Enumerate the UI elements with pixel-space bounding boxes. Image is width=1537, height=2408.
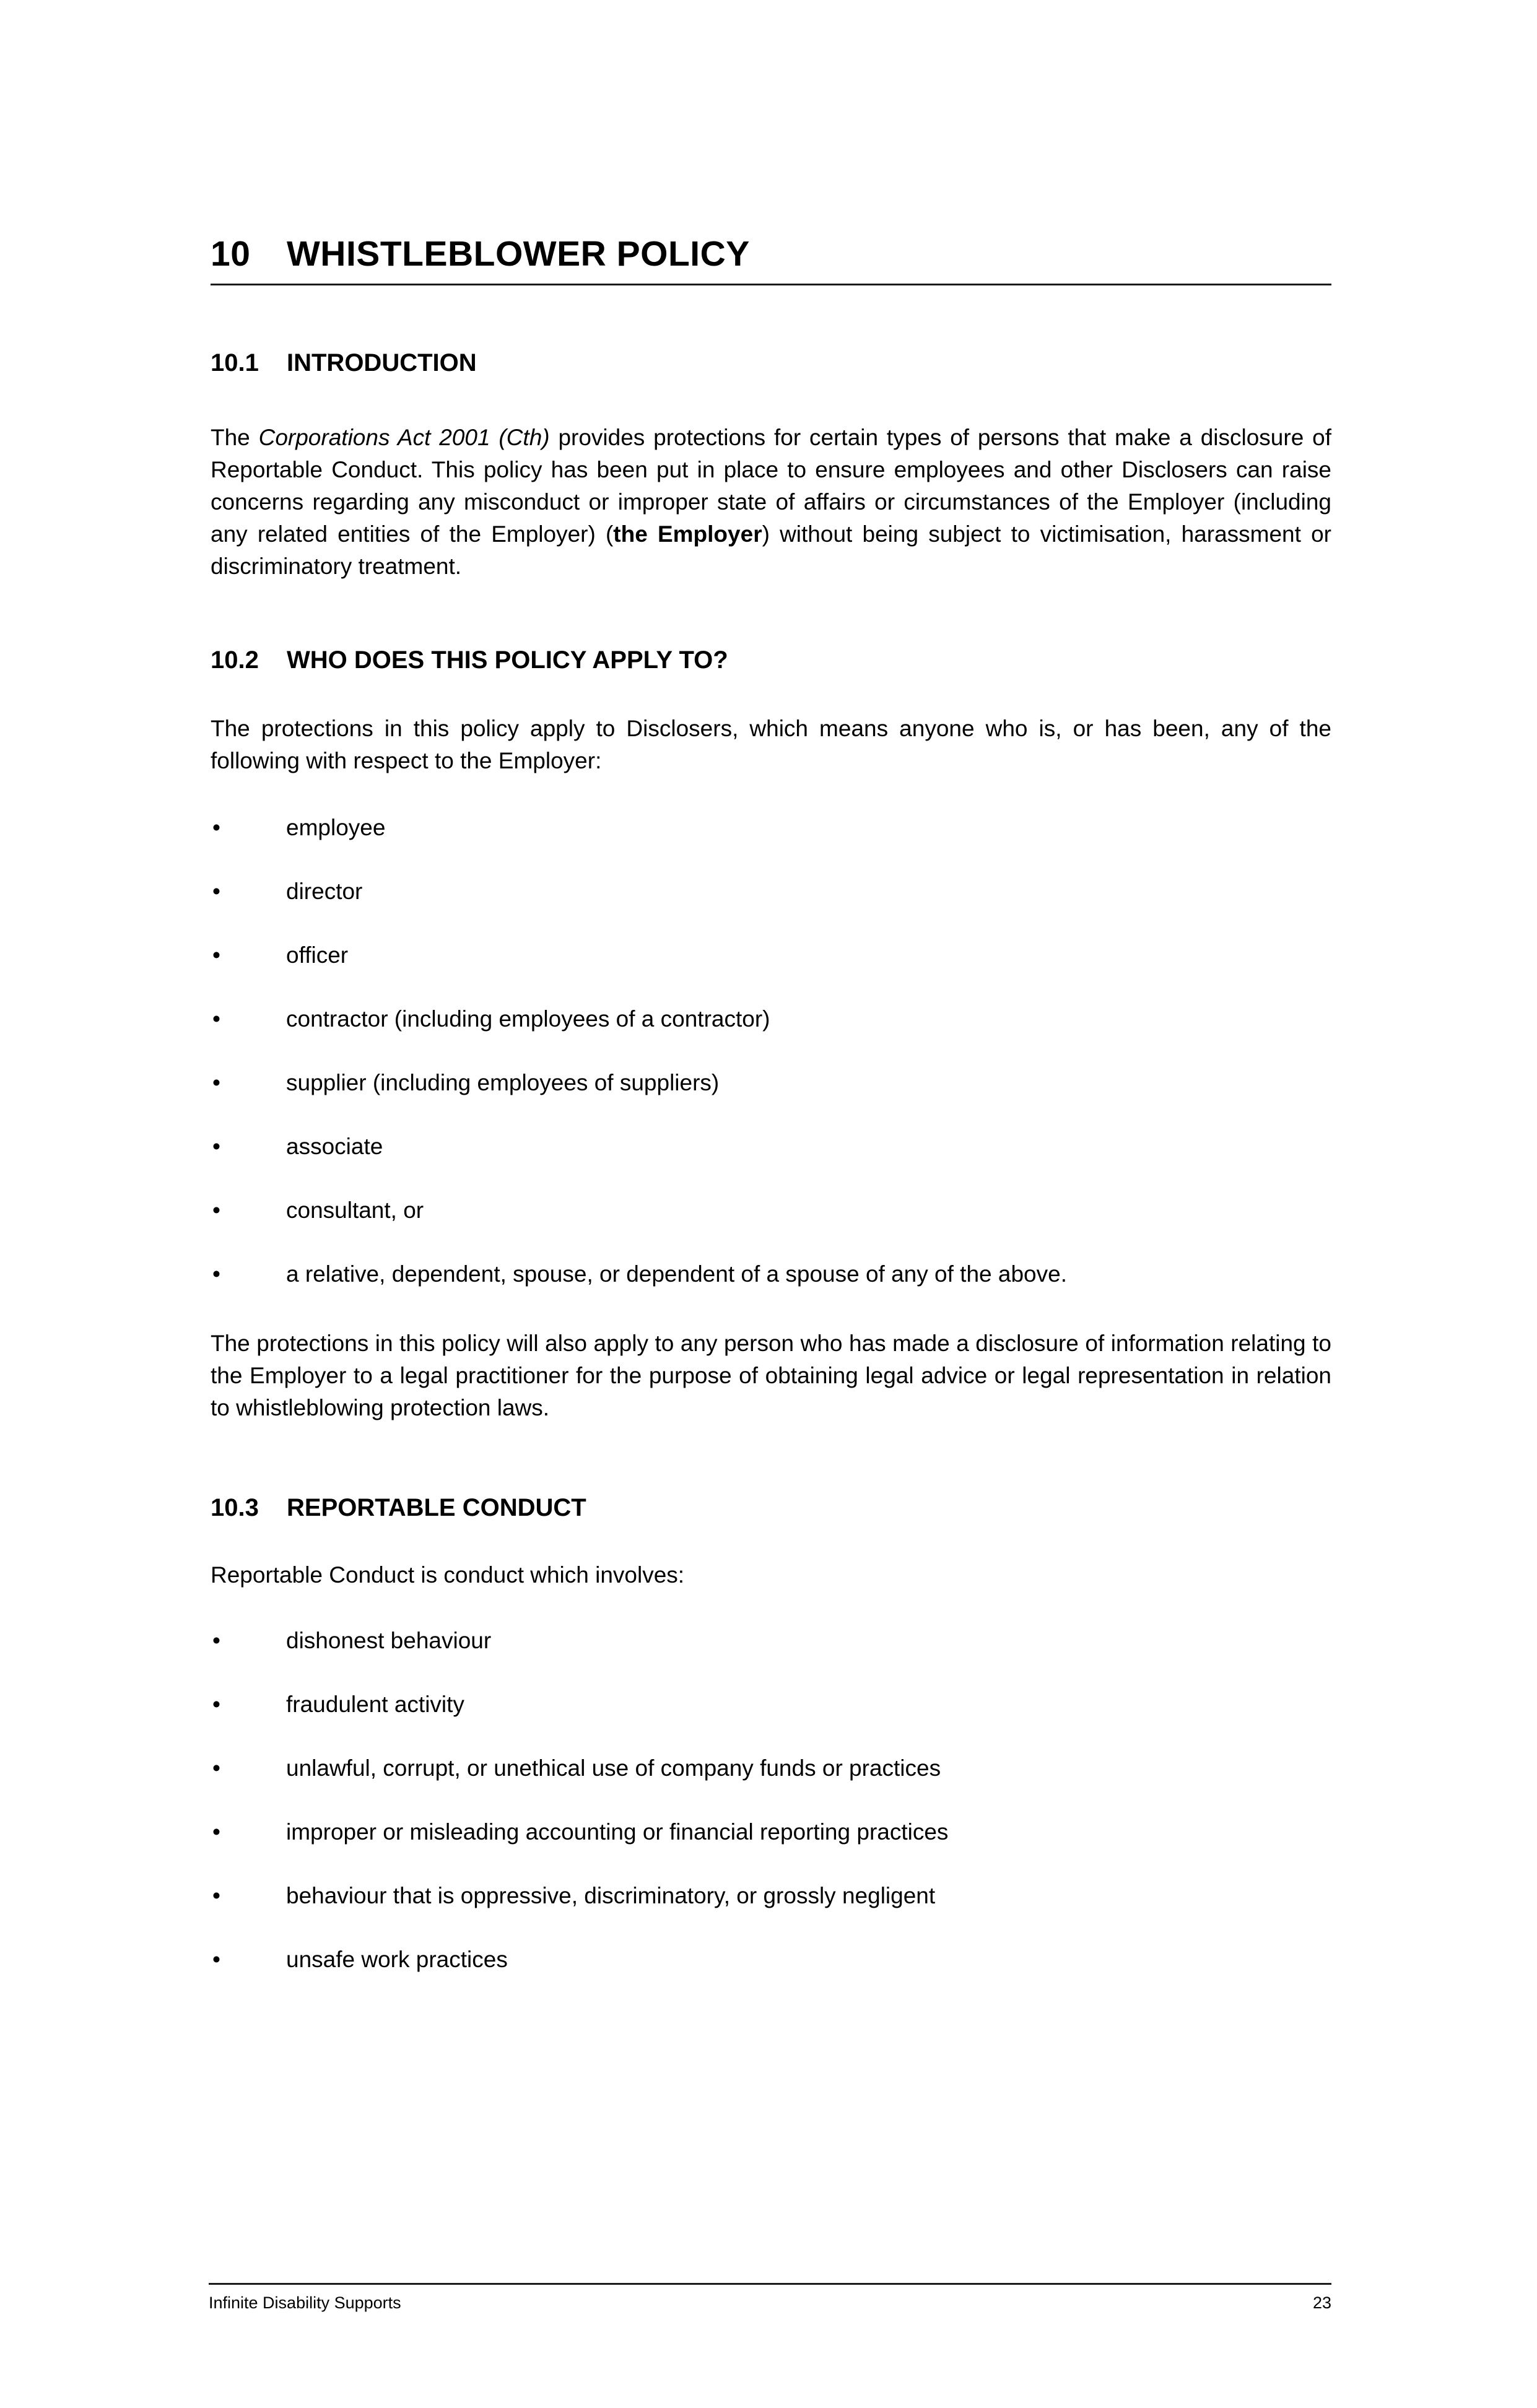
bullet-icon: • [212,879,220,904]
section-reportable-conduct [211,1492,1331,1976]
section-number: 10.2 [211,646,259,674]
list-item-text: employee [286,815,386,840]
list-item [211,1258,1331,1290]
reportable-conduct-bullet-list [211,1625,1331,1976]
list-item [211,1067,1331,1099]
section-who-does-this-policy-apply-to [211,645,1331,1424]
document-page [0,234,1537,2312]
list-item-text: contractor (including employees of a contractor) [286,1006,770,1032]
list-item-text: improper or misleading accounting or financial reporting practices [286,1819,949,1845]
list-item-text: fraudulent activity [286,1692,464,1717]
section-heading-text: WHO DOES THIS POLICY APPLY TO? [287,646,728,674]
reportable-conduct-lead-paragraph: Reportable Conduct is conduct which involves: [211,1562,685,1588]
intro-text-2: provides protections for certain types of persons that make a disclosure of Reportable Conduct. This policy has been put in place to ensure employees and other Disclosers can raise concerns regarding any misconduct or improper state of affairs or circumstances of the Employer (including any related entities of the Employer) ( [211,425,1331,547]
list-item [211,1003,1331,1035]
list-item-text: behaviour that is oppressive, discriminatory, or grossly negligent [286,1883,936,1908]
page-title [211,235,1331,272]
list-item [211,1194,1331,1227]
intro-text-1: The [211,425,259,450]
list-item [211,939,1331,971]
list-item [211,1752,1331,1784]
section-introduction [211,347,1331,583]
bullet-icon: • [212,1197,220,1223]
bullet-icon: • [212,1692,220,1717]
intro-italic-act-name: Corporations Act 2001 (Cth) [258,425,550,450]
section-number: 10.1 [211,349,259,376]
list-item-text: director [286,879,363,904]
page-title-text: WHISTLEBLOWER POLICY [287,234,750,274]
bullet-icon: • [212,1261,220,1287]
list-item [211,1131,1331,1163]
title-rule [211,284,1331,285]
list-item-text: associate [286,1134,383,1159]
section-heading-text: INTRODUCTION [287,349,477,376]
list-item-text: dishonest behaviour [286,1628,492,1653]
list-item [211,1944,1331,1976]
bullet-icon: • [212,1819,220,1845]
section-heading-10-1 [211,347,1331,378]
apply-to-outro-paragraph: The protections in this policy will also apply to any person who has made a disclosure of information relating to the Employer to a legal practitioner for the purpose of obtaining legal advice or legal representation in relation to whistleblowing protection laws. [211,1331,1331,1420]
list-item-text: supplier (including employees of suppliers) [286,1070,720,1095]
list-item [211,812,1331,844]
page-content [211,235,1331,1976]
section-heading-10-3 [211,1492,1331,1523]
footer-page-number: 23 [1312,2293,1331,2312]
list-item-text: a relative, dependent, spouse, or dependent of a spouse of any of the above. [286,1261,1067,1287]
list-item-text: unlawful, corrupt, or unethical use of company funds or practices [286,1755,941,1781]
bullet-icon: • [212,1070,220,1095]
section-heading-text: REPORTABLE CONDUCT [287,1494,586,1521]
bullet-icon: • [212,1006,220,1032]
intro-text-3: ) without being subject to victimisation, harassment or discriminatory treatment. [211,521,1331,579]
section-heading-10-2 [211,645,1331,676]
list-item-text: consultant, or [286,1197,424,1223]
footer-row [209,2291,1331,2315]
apply-to-lead-paragraph: The protections in this policy apply to Disclosers, which means anyone who is, or has been, any of the following with respect to the Employer: [211,716,1331,773]
bullet-icon: • [212,942,220,968]
section-number: 10.3 [211,1494,259,1521]
footer-company-name: Infinite Disability Supports [209,2293,401,2312]
list-item [211,876,1331,908]
intro-bold-the-employer: the Employer [613,521,762,547]
footer-rule [209,2283,1331,2285]
bullet-icon: • [212,1134,220,1159]
list-item [211,1816,1331,1848]
list-item [211,1625,1331,1657]
bullet-icon: • [212,1883,220,1908]
bullet-icon: • [212,1628,220,1653]
page-title-number: 10 [211,234,251,274]
intro-paragraph [211,422,1331,583]
list-item-text: officer [286,942,349,968]
page-footer [209,2283,1331,2315]
list-item [211,1689,1331,1721]
bullet-icon: • [212,1755,220,1781]
list-item-text: unsafe work practices [286,1947,508,1972]
bullet-icon: • [212,1947,220,1972]
disclosers-bullet-list [211,812,1331,1290]
list-item [211,1880,1331,1912]
bullet-icon: • [212,815,220,840]
